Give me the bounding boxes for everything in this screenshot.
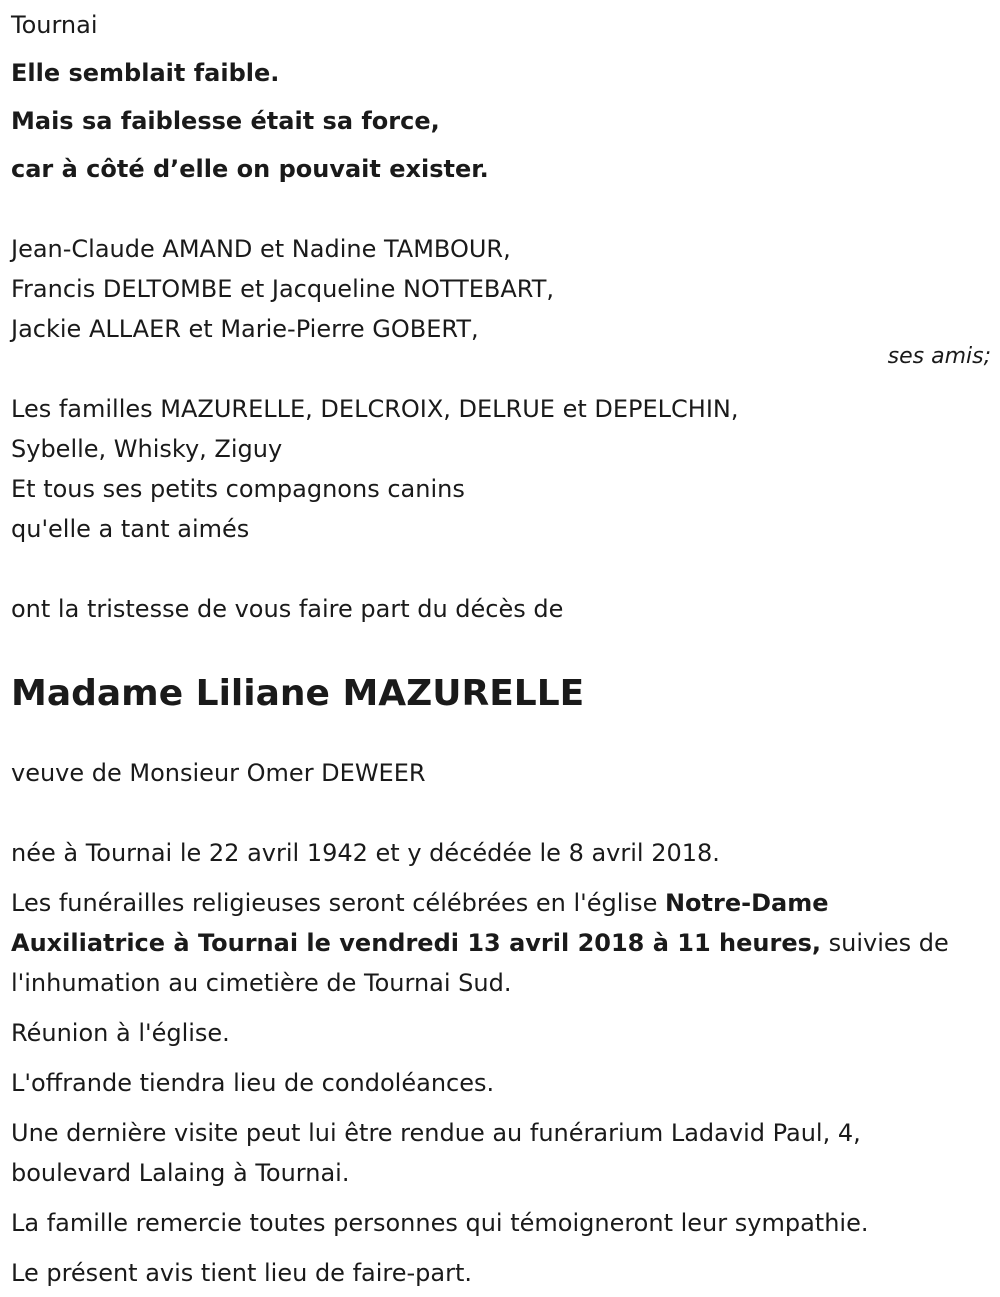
deceased-name: Madame Liliane MAZURELLE [11,673,585,714]
quote-line-2: Mais sa faiblesse était sa force, [11,107,440,135]
quote-line-3: car à côté d’elle on pouvait exister. [11,155,489,183]
section-spacer [11,349,991,389]
relatives-line-4: qu'elle a tant aimés [11,515,250,543]
funeral-text-after: suivies de l'inhumation au cimetière de Tournai Sud. [11,929,949,997]
section-spacer [11,189,991,229]
offering-text: L'offrande tiendra lieu de condoléances. [11,1069,495,1097]
relatives-line-1: Les familles MAZURELLE, DELCROIX, DELRUE et DEPELCHIN, [11,395,739,423]
funeral-paragraph [11,883,971,1003]
meeting-text: Réunion à l'église. [11,1019,230,1047]
visit-paragraph: Une dernière visite peut lui être rendue au funérarium Ladavid Paul, 4, boulevard Lalaing à Tournai. [11,1119,861,1187]
notice-text: Le présent avis tient lieu de faire-part. [11,1259,473,1287]
place-heading: Tournai [11,11,98,39]
relatives-line-2: Sybelle, Whisky, Ziguy [11,435,283,463]
family-line-2: Francis DELTOMBE et Jacqueline NOTTEBART, [11,275,555,303]
quote-line-1: Elle semblait faible. [11,59,280,87]
funeral-text-before: Les funérailles religieuses seront célébrées en l'église [11,889,665,917]
birth-death-text: née à Tournai le 22 avril 1942 et y décédée le 8 avril 2018. [11,839,720,867]
family-line-3: Jackie ALLAER et Marie-Pierre GOBERT, [11,315,479,343]
funeral-text-bold: Notre-Dame Auxiliatrice à Tournai le vendredi 13 avril 2018 à 11 heures, [11,889,829,957]
family-line-1: Jean-Claude AMAND et Nadine TAMBOUR, [11,235,511,263]
obituary-notice [11,0,991,1293]
widow-of-text: veuve de Monsieur Omer DEWEER [11,759,426,787]
thanks-text: La famille remercie toutes personnes qui témoigneront leur sympathie. [11,1209,869,1237]
relatives-line-3: Et tous ses petits compagnons canins [11,475,465,503]
section-spacer [11,793,991,833]
section-spacer [11,549,991,589]
announcement-text: ont la tristesse de vous faire part du décès de [11,595,564,623]
amis-label: ses amis; [887,344,991,369]
